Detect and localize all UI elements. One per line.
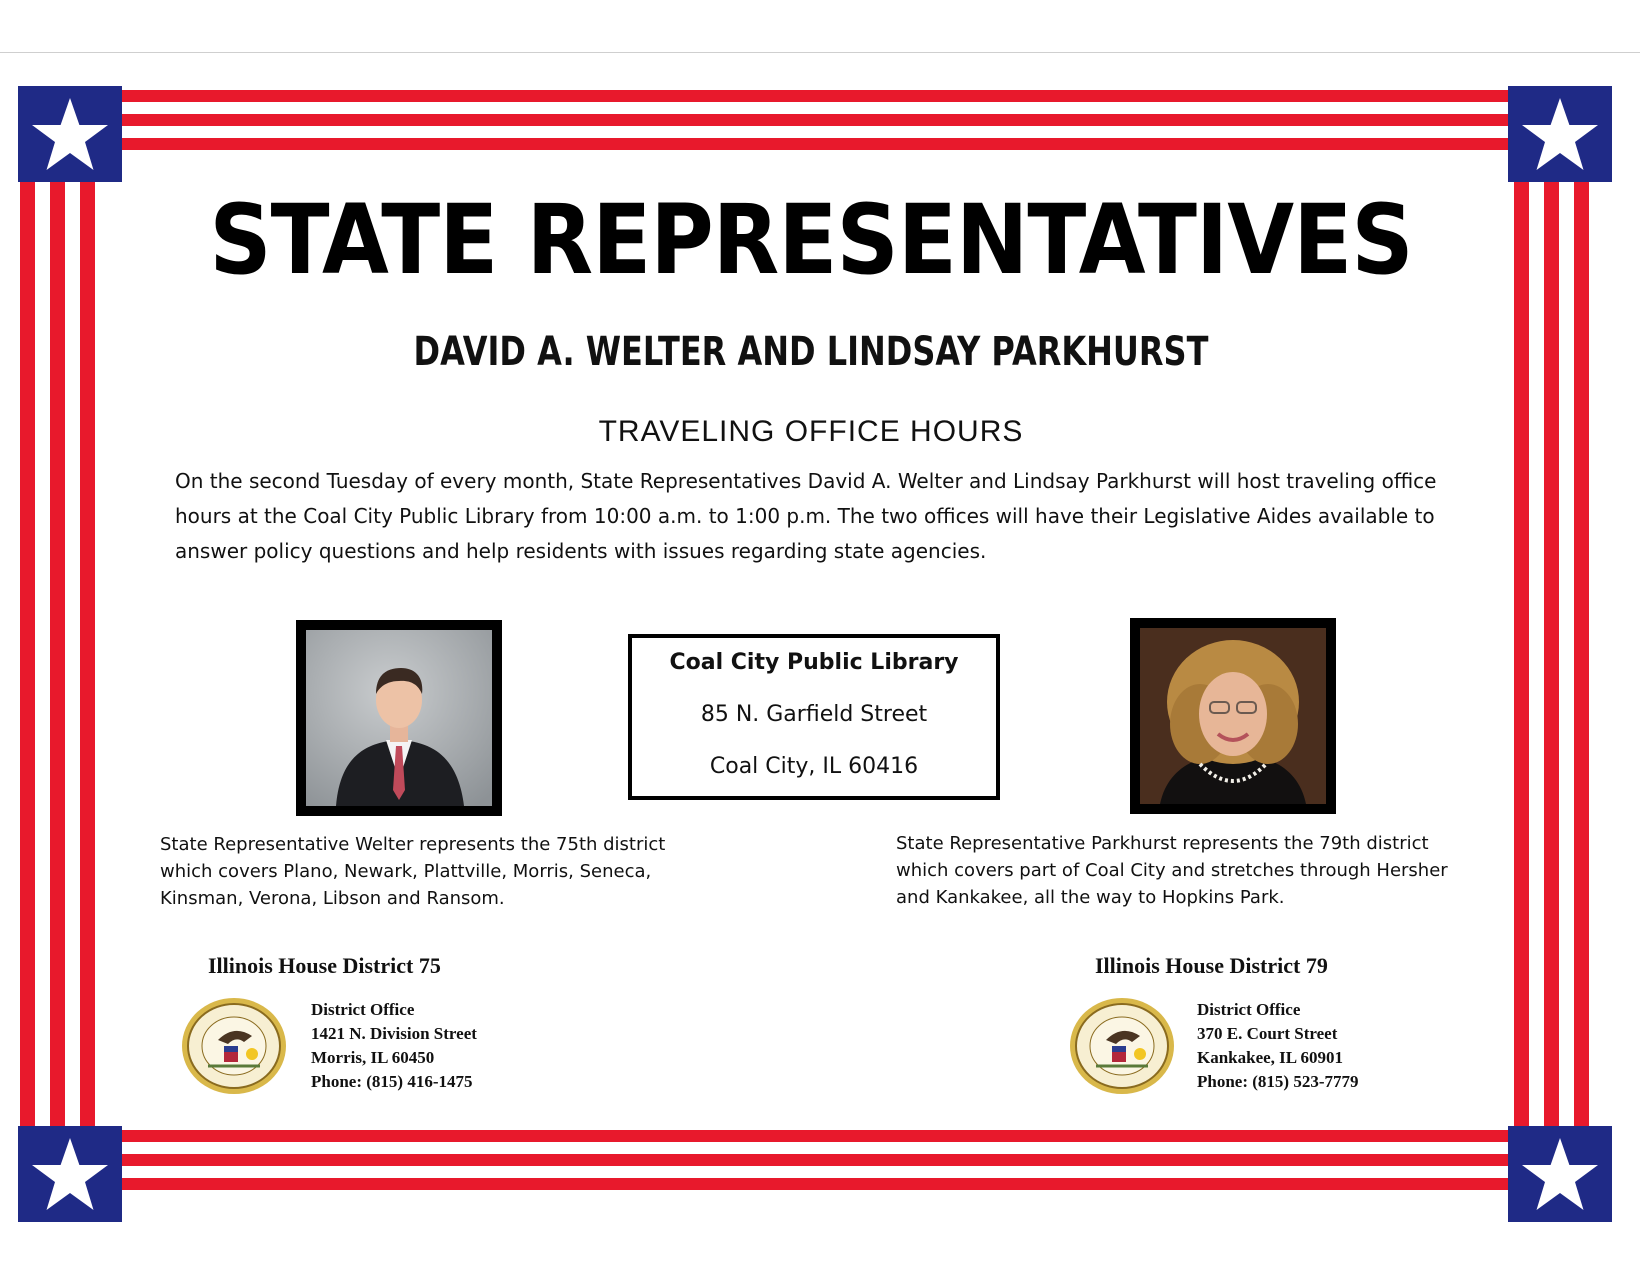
illinois-seal-icon	[1068, 996, 1176, 1096]
top-stripe-band	[112, 90, 1510, 162]
parkhurst-description: State Representative Parkhurst represents the 79th district which covers part of Coal City and stretches through Hersher and Kankakee, all the way to Hopkins Park.	[896, 833, 1448, 908]
section-heading: TRAVELING OFFICE HOURS	[598, 415, 1024, 448]
district-79-title: Illinois House District 79	[1095, 953, 1328, 978]
star-icon	[1508, 1126, 1612, 1222]
office-city: Kankakee, IL 60901	[1197, 1048, 1343, 1067]
star-icon	[18, 1126, 122, 1222]
welter-description: State Representative Welter represents the 75th district which covers Plano, Newark, Plattville, Morris, Seneca, Kinsman, Verona, Libson and Ransom.	[160, 834, 666, 909]
left-stripe-band	[20, 180, 110, 1128]
district-75-title: Illinois House District 75	[208, 953, 441, 978]
office-street: 1421 N. Division Street	[311, 1024, 477, 1043]
office-phone: Phone: (815) 416-1475	[311, 1072, 473, 1091]
page-title: STATE REPRESENTATIVES	[209, 184, 1413, 296]
district-75-office	[311, 998, 477, 1094]
welter-photo	[296, 620, 502, 816]
illinois-seal-icon	[180, 996, 288, 1096]
right-stripe-band	[1514, 180, 1604, 1128]
library-address-box	[628, 634, 1000, 800]
top-divider	[0, 52, 1640, 53]
star-icon	[18, 86, 122, 182]
office-phone: Phone: (815) 523-7779	[1197, 1072, 1359, 1091]
library-street: 85 N. Garfield Street	[700, 702, 928, 727]
page-subtitle: DAVID A. WELTER AND LINDSAY PARKHURST	[413, 329, 1209, 375]
office-label: District Office	[311, 1000, 415, 1019]
office-label: District Office	[1197, 1000, 1301, 1019]
office-city: Morris, IL 60450	[311, 1048, 435, 1067]
star-icon	[1508, 86, 1612, 182]
library-city: Coal City, IL 60416	[709, 754, 919, 779]
bottom-stripe-band	[112, 1130, 1510, 1202]
parkhurst-photo	[1130, 618, 1336, 814]
library-name: Coal City Public Library	[669, 650, 959, 675]
district-79-office	[1197, 998, 1358, 1094]
office-street: 370 E. Court Street	[1197, 1024, 1338, 1043]
intro-paragraph: On the second Tuesday of every month, State Representatives David A. Welter and Lindsay Parkhurst will host traveling office hours at the Coal City Public Library from 10:00 a.m. to 1:00 p.m. The two offices will have their Legislative Aides available to answer policy questions and help residents with issues regarding state agencies.	[175, 469, 1437, 563]
